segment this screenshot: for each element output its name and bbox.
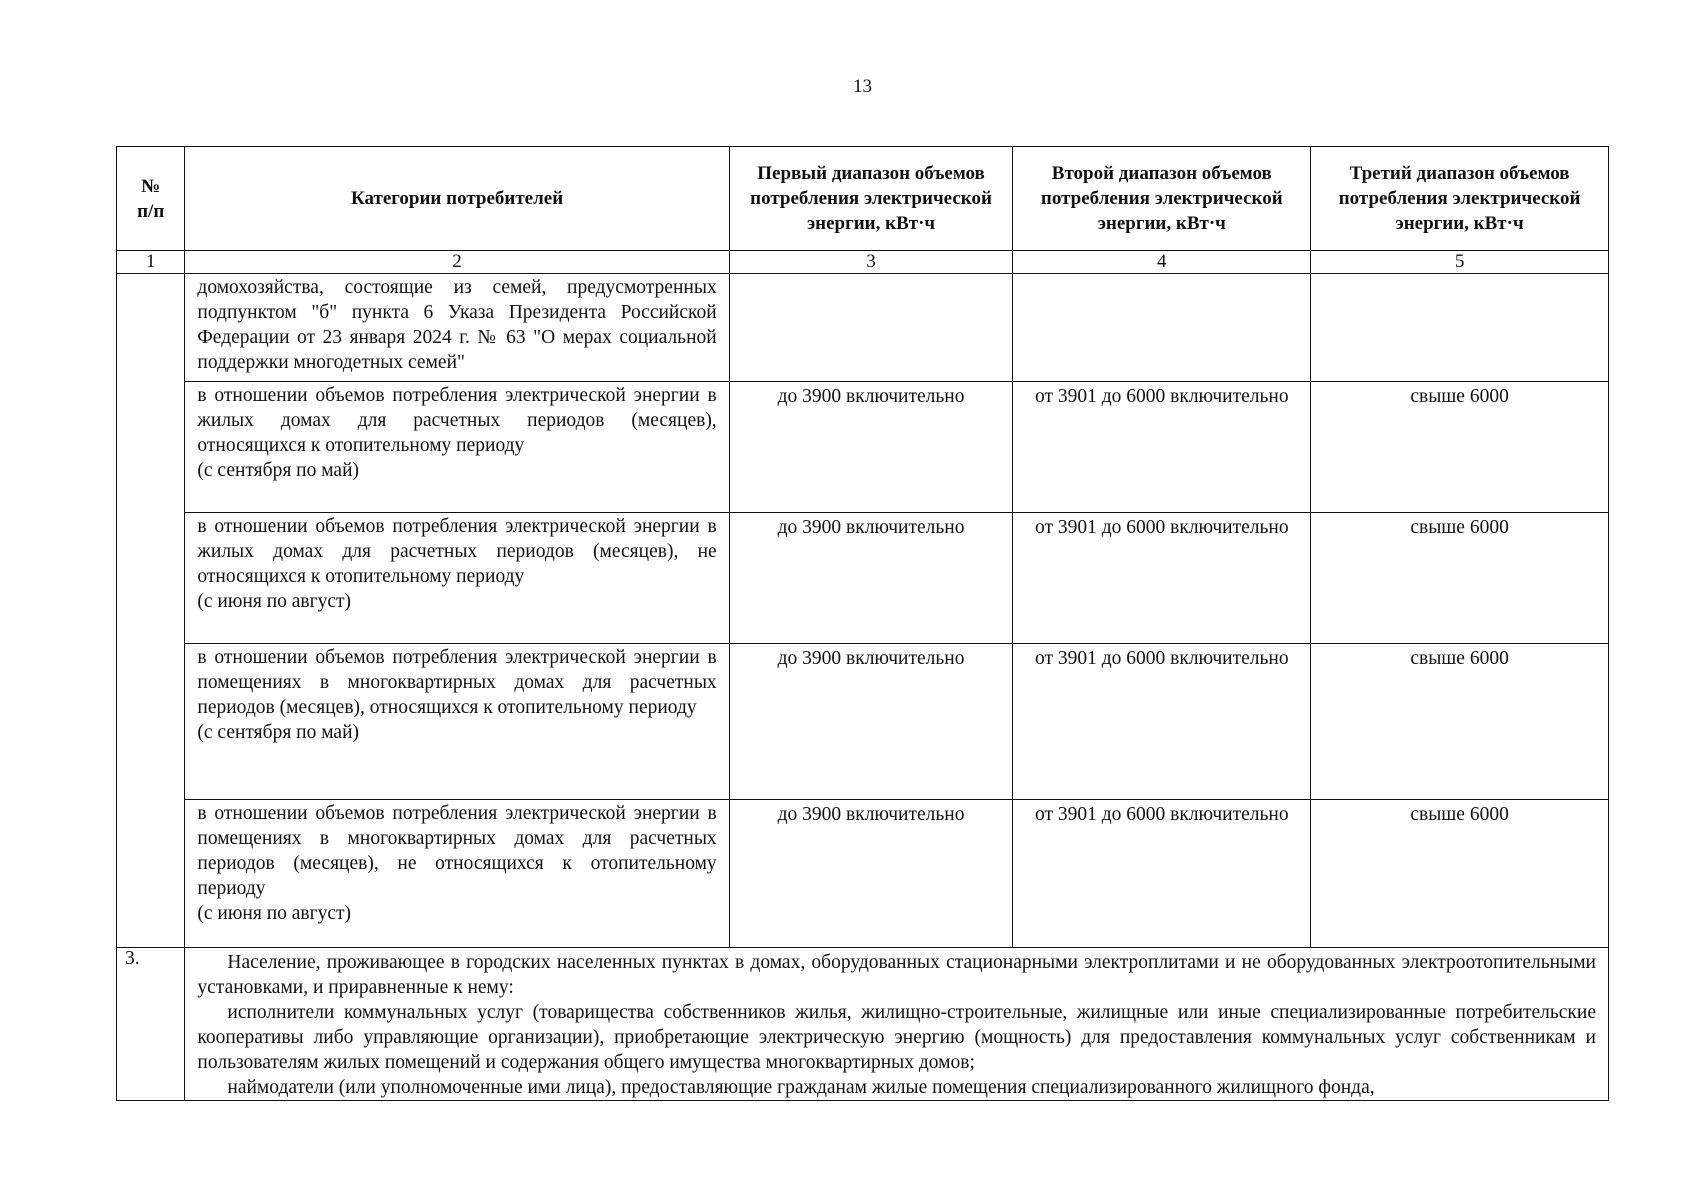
table-row [117, 800, 1609, 948]
header-range2: Второй диапазон объемов потребления электрической энергии, кВт·ч [1013, 147, 1311, 251]
page-number: 13 [853, 76, 872, 97]
period-label: (с сентября по май) [197, 460, 360, 481]
section-3-paragraph: исполнители коммунальных услуг (товарищества собственников жилья, жилищно-строительные, жилищные или иные специализированные потребительские кооперативы либо управляющие организации), приобретающие электрическую энергию (мощность) для предоставления коммунальных услуг собственникам и пользователям жилых помещений и содержания общего имущества многоквартирных домов; [197, 1002, 1596, 1073]
range3-value: свыше 6000 [1311, 644, 1609, 800]
range1-value: до 3900 включительно [729, 382, 1013, 513]
period-label: (с июня по август) [197, 591, 352, 612]
header-range3: Третий диапазон объемов потребления электрической энергии, кВт·ч [1311, 147, 1609, 251]
section-3-paragraph: Население, проживающее в городских населенных пунктах в домах, оборудованных стационарными электроплитами и не оборудованных электроотопительными установками, и приравненные к нему: [197, 952, 1596, 998]
category-cell: в отношении объемов потребления электрической энергии в помещениях в многоквартирных домах для расчетных периодов (месяцев), относящихся к отопительному периоду (с сентября по май) [185, 644, 729, 800]
range2-value: от 3901 до 6000 включительно [1013, 800, 1311, 948]
range1-value: до 3900 включительно [729, 800, 1013, 948]
category-cell: в отношении объемов потребления электрической энергии в жилых домах для расчетных периодов (месяцев), относящихся к отопительному периоду (с сентября по май) [185, 382, 729, 513]
empty-cell [1013, 274, 1311, 382]
range1-value: до 3900 включительно [729, 644, 1013, 800]
header-range1: Первый диапазон объемов потребления электрической энергии, кВт·ч [729, 147, 1013, 251]
section-3-text [185, 948, 1609, 1101]
table-header-row [117, 147, 1609, 251]
table-row [117, 513, 1609, 644]
column-number: 4 [1013, 251, 1311, 274]
range3-value: свыше 6000 [1311, 800, 1609, 948]
column-number: 3 [729, 251, 1013, 274]
empty-cell [729, 274, 1013, 382]
category-cell: в отношении объемов потребления электрической энергии в помещениях в многоквартирных домах для расчетных периодов (месяцев), не относящихся к отопительному периоду (с июня по август) [185, 800, 729, 948]
header-category: Категории потребителей [185, 147, 729, 251]
range2-value: от 3901 до 6000 включительно [1013, 513, 1311, 644]
table-row [117, 382, 1609, 513]
section-number: 3. [117, 948, 185, 1101]
range2-value: от 3901 до 6000 включительно [1013, 382, 1311, 513]
tariff-ranges-table [116, 146, 1609, 1101]
period-label: (с сентября по май) [197, 722, 360, 743]
table-row-section-3 [117, 948, 1609, 1101]
header-no: № п/п [117, 147, 185, 251]
range3-value: свыше 6000 [1311, 513, 1609, 644]
column-number: 1 [117, 251, 185, 274]
table-row-intro [117, 274, 1609, 382]
range2-value: от 3901 до 6000 включительно [1013, 644, 1311, 800]
range1-value: до 3900 включительно [729, 513, 1013, 644]
range3-value: свыше 6000 [1311, 382, 1609, 513]
row-number-cell [117, 274, 185, 948]
column-number: 2 [185, 251, 729, 274]
category-intro: домохозяйства, состоящие из семей, предусмотренных подпунктом "б" пункта 6 Указа Президента Российской Федерации от 23 января 2024 г. № 63 "О мерах социальной поддержки многодетных семей" [185, 274, 729, 382]
category-cell: в отношении объемов потребления электрической энергии в жилых домах для расчетных периодов (месяцев), не относящихся к отопительному периоду (с июня по август) [185, 513, 729, 644]
period-label: (с июня по август) [197, 903, 352, 924]
table-row [117, 644, 1609, 800]
section-3-paragraph: наймодатели (или уполномоченные ими лица), предоставляющие гражданам жилые помещения специализированного жилищного фонда, [227, 1077, 1375, 1098]
column-number: 5 [1311, 251, 1609, 274]
column-numbers-row [117, 251, 1609, 274]
empty-cell [1311, 274, 1609, 382]
